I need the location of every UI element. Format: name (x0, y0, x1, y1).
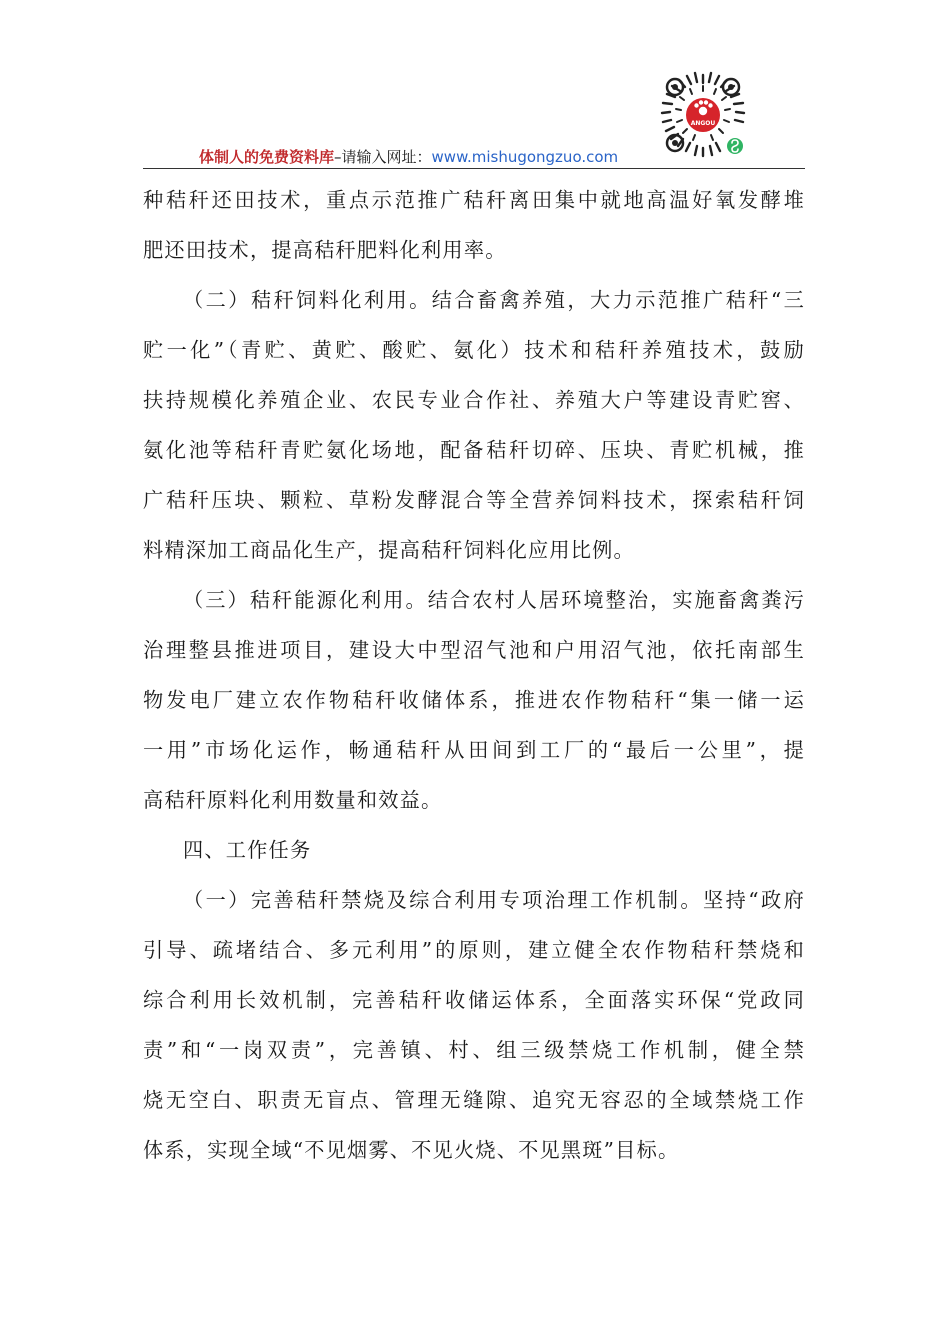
text-line: 物发电厂建立农作物秸秆收储体系，推进农作物秸秆“集一储一运 (143, 688, 805, 712)
text-line: 氨化池等秸秆青贮氨化场地，配备秸秆切碎、压块、青贮机械，推 (143, 438, 805, 462)
section-heading: 四、工作任务 (183, 838, 312, 862)
text-line: 广秸秆压块、颗粒、草粉发酵混合等全营养饲料技术，探索秸秆饲 (143, 488, 805, 512)
text-line: 扶持规模化养殖企业、农民专业合作社、养殖大户等建设青贮窖、 (143, 388, 805, 412)
text-line: 肥还田技术，提高秸秆肥料化利用率。 (143, 238, 507, 262)
text-line: 种秸秆还田技术，重点示范推广秸秆离田集中就地高温好氧发酵堆 (143, 188, 805, 212)
header-watermark (199, 146, 618, 168)
text-line: 综合利用长效机制，完善秸秆收储运体系，全面落实环保“党政同 (143, 988, 805, 1012)
angou-logo-icon (686, 98, 720, 132)
text-line: （二）秸秆饲料化利用。结合畜禽养殖，大力示范推广秸秆“三 (183, 288, 805, 312)
text-line: 贮一化”（青贮、黄贮、酸贮、氨化）技术和秸秆养殖技术，鼓励 (143, 338, 805, 362)
mini-program-code (657, 69, 749, 161)
header-url[interactable]: www.mishugongzuo.com (431, 148, 619, 166)
text-line: 高秸秆原料化利用数量和效益。 (143, 788, 443, 812)
text-line: 料精深加工商品化生产，提高秸秆饲料化应用比例。 (143, 538, 635, 562)
text-line: 一用”市场化运作，畅通秸秆从田间到工厂的“最后一公里”，提 (143, 738, 805, 762)
text-line: （三）秸秆能源化利用。结合农村人居环境整治，实施畜禽粪污 (183, 588, 805, 612)
mini-program-code-graphic (657, 69, 749, 161)
document-body (143, 175, 805, 1175)
text-line: 体系，实现全域“不见烟雾、不见火烧、不见黑斑”目标。 (143, 1138, 680, 1162)
text-line: （一）完善秸秆禁烧及综合利用专项治理工作机制。坚持“政府 (183, 888, 805, 912)
header-divider (143, 168, 805, 169)
header-prompt: –请输入网址： (334, 148, 432, 166)
header-brand: 体制人的免费资料库 (199, 148, 335, 166)
text-line: 责”和“一岗双责”，完善镇、村、组三级禁烧工作机制，健全禁 (143, 1038, 805, 1062)
text-line: 治理整县推进项目，建设大中型沼气池和户用沼气池，依托南部生 (143, 638, 805, 662)
mini-program-badge-icon (727, 138, 743, 154)
text-line: 烧无空白、职责无盲点、管理无缝隙、追究无容忍的全域禁烧工作 (143, 1088, 805, 1112)
text-line: 引导、疏堵结合、多元利用”的原则，建立健全农作物秸秆禁烧和 (143, 938, 805, 962)
logo-text: ANGOU (690, 120, 716, 127)
